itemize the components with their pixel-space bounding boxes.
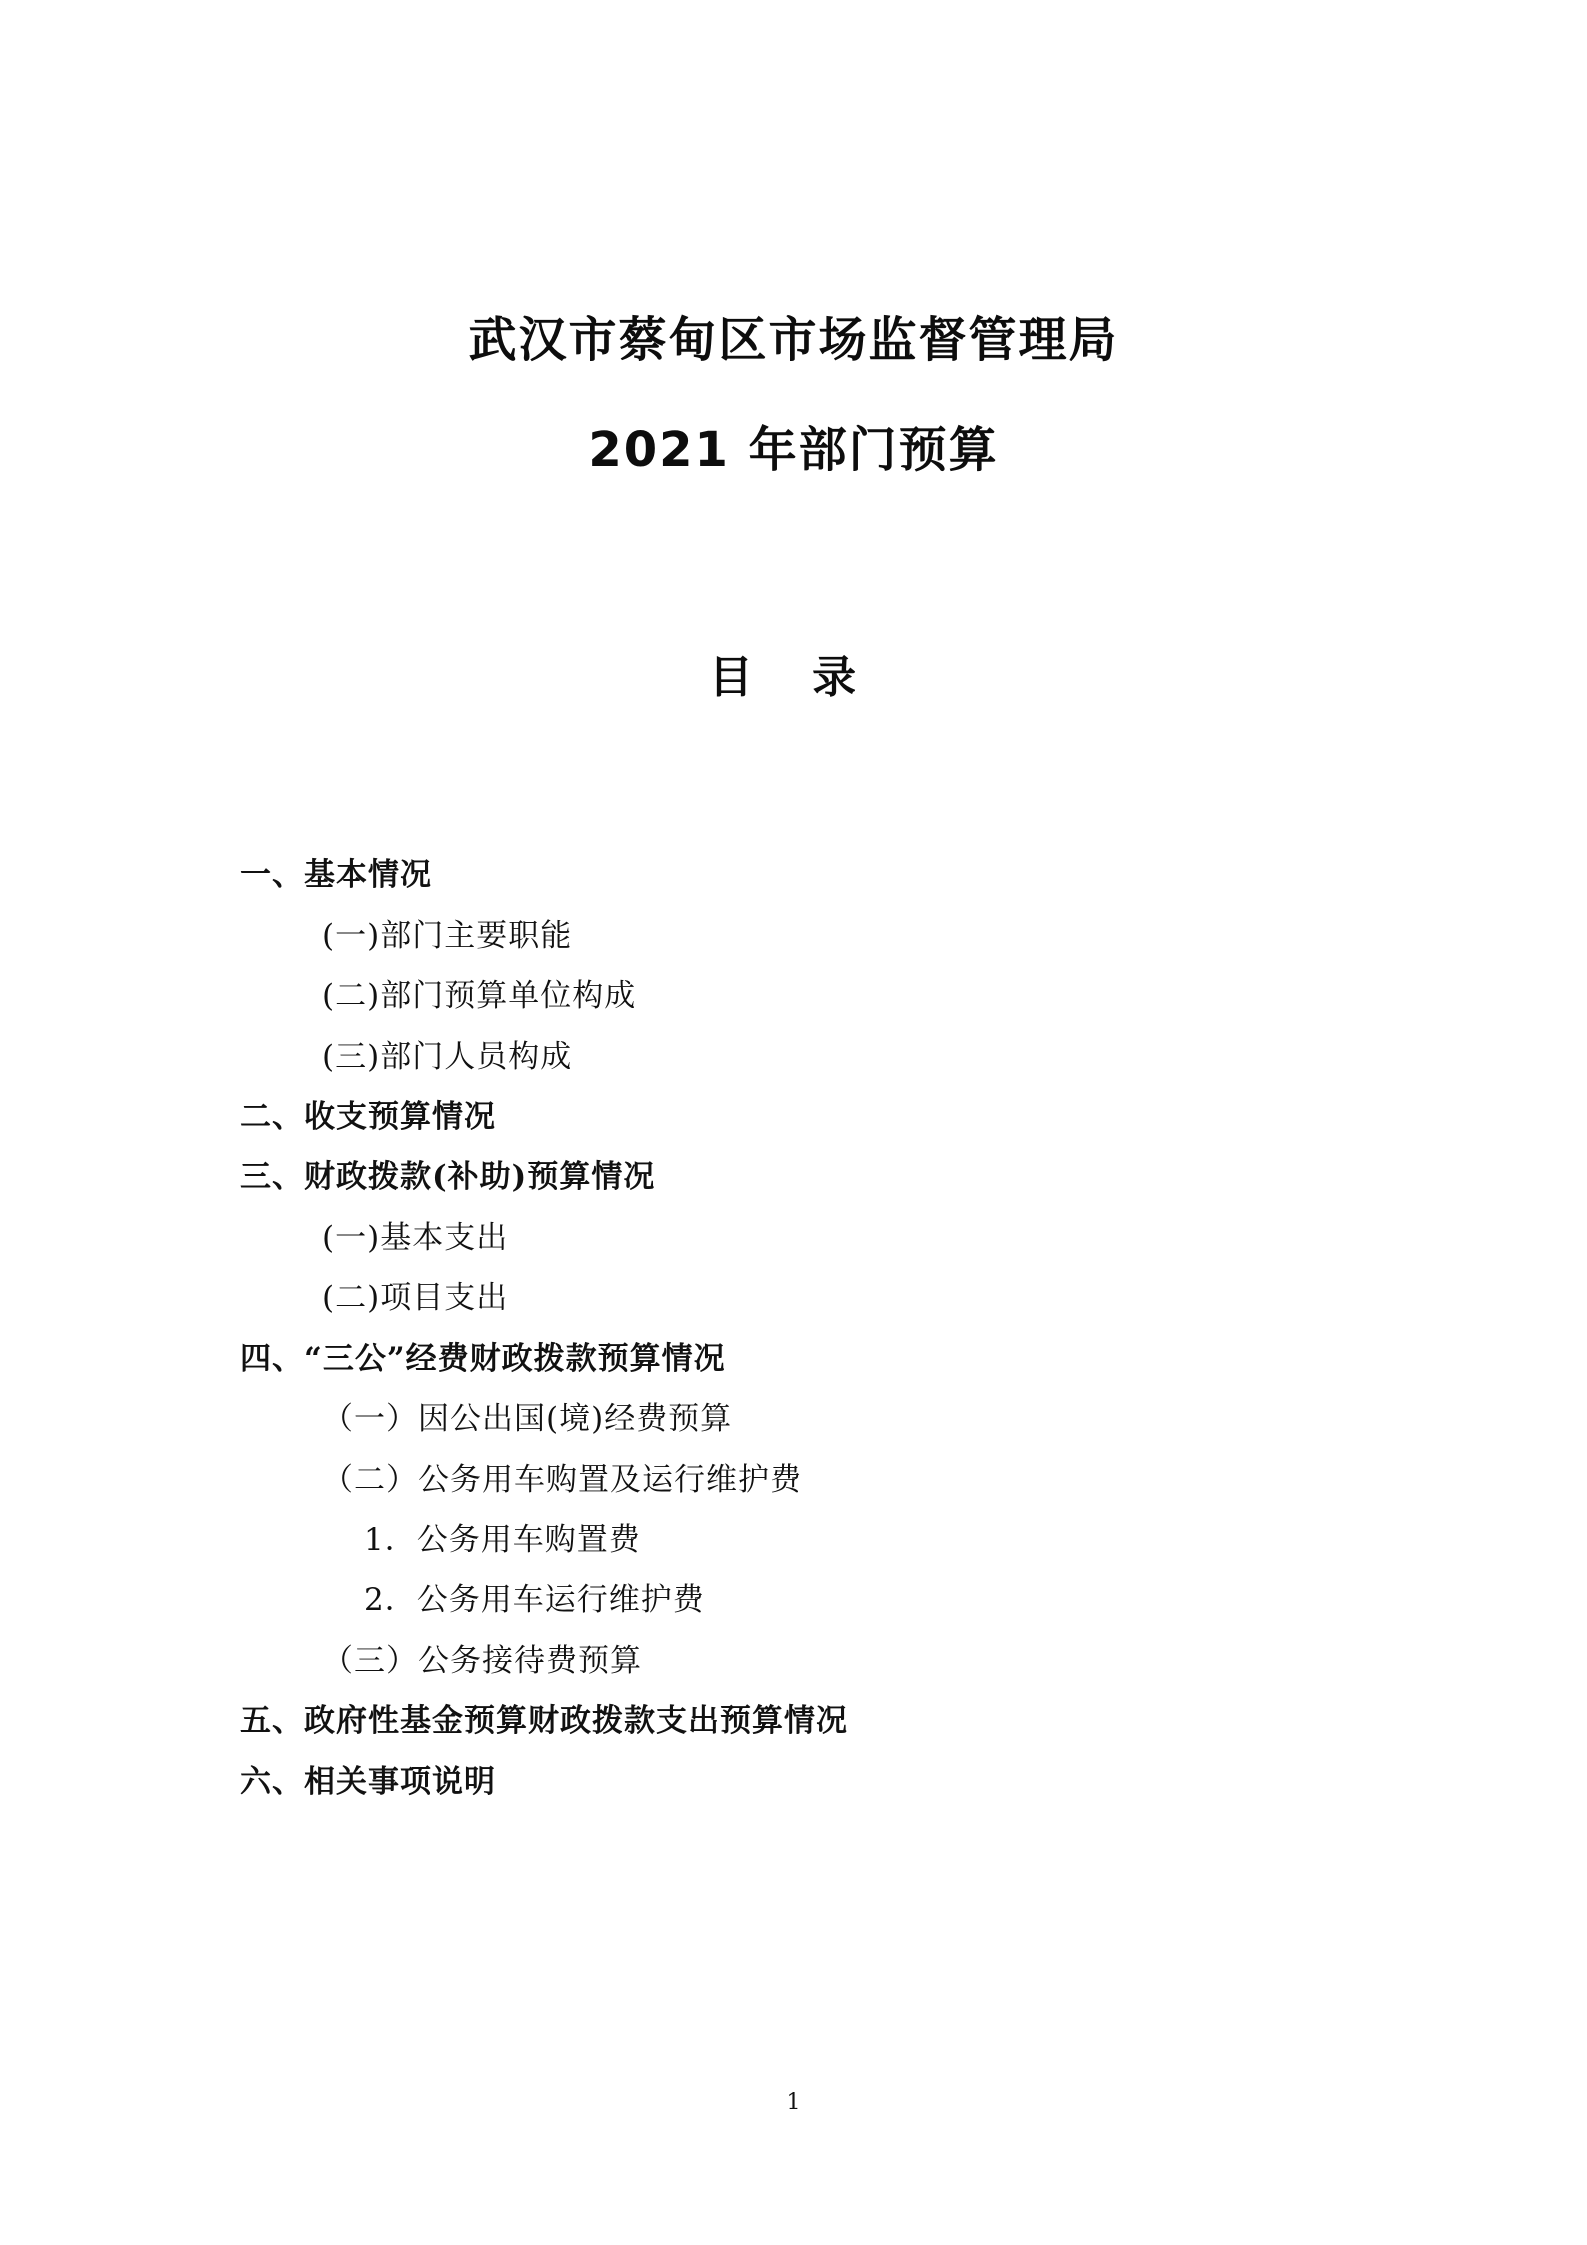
toc-entry[interactable]: 四、“三公”经费财政拨款预算情况 bbox=[240, 1340, 726, 1377]
toc-entry[interactable]: （三）公务接待费预算 bbox=[322, 1642, 642, 1679]
toc-entry[interactable]: （一）因公出国(境)经费预算 bbox=[322, 1401, 733, 1438]
toc-entry[interactable]: (二)部门预算单位构成 bbox=[322, 978, 637, 1015]
toc-entry[interactable]: (一)部门主要职能 bbox=[322, 917, 573, 954]
toc-entry[interactable]: 一、基本情况 bbox=[240, 857, 432, 894]
page-number: 1 bbox=[786, 2090, 801, 2115]
table-of-contents bbox=[200, 845, 1387, 1812]
toc-entry[interactable]: (二)项目支出 bbox=[322, 1280, 509, 1317]
toc-entry[interactable]: （二）公务用车购置及运行维护费 bbox=[322, 1461, 802, 1498]
toc-entry[interactable]: 六、相关事项说明 bbox=[240, 1763, 496, 1800]
toc-entry[interactable]: 2．公务用车运行维护费 bbox=[364, 1582, 705, 1619]
toc-entry[interactable]: (一)基本支出 bbox=[322, 1219, 509, 1256]
document-title-line-1: 武汉市蔡甸区市场监督管理局 bbox=[468, 312, 1119, 368]
toc-entry[interactable]: 1．公务用车购置费 bbox=[364, 1522, 641, 1558]
toc-entry[interactable]: 二、收支预算情况 bbox=[240, 1098, 496, 1135]
toc-entry[interactable]: 三、财政拨款(补助)预算情况 bbox=[240, 1159, 656, 1196]
toc-entry[interactable]: (三)部门人员构成 bbox=[322, 1038, 573, 1075]
toc-entry[interactable]: 五、政府性基金预算财政拨款支出预算情况 bbox=[240, 1703, 848, 1740]
table-of-contents-heading: 目 录 bbox=[708, 652, 879, 704]
document-title-line-2: 2021 年部门预算 bbox=[588, 421, 999, 478]
